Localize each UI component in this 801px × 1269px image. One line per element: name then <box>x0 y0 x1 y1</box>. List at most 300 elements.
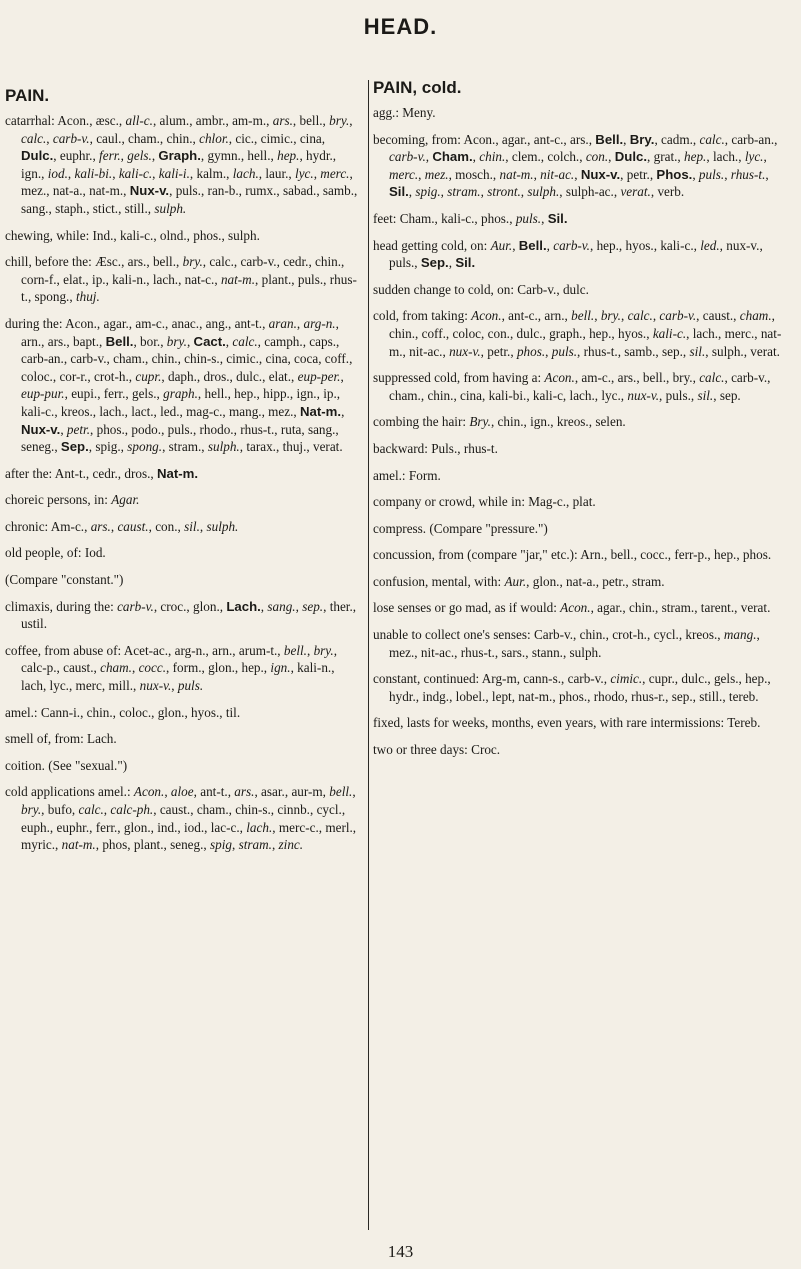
right-column-heading: PAIN, cold. <box>373 78 462 97</box>
remedy-italic: cupr. <box>135 368 162 384</box>
remedy-italic: stram. <box>447 184 481 200</box>
entry-text: , <box>546 237 554 253</box>
entry-text: climaxis, during the: <box>5 598 118 614</box>
rubric-entry <box>5 783 360 853</box>
remedy-italic: eup-per. <box>297 368 341 384</box>
entry-text: , <box>541 210 548 226</box>
entry-text: , <box>408 184 416 200</box>
entry-text: , cic., cimic., cina, <box>228 130 326 146</box>
remedy-italic: calc. <box>699 370 725 386</box>
entry-text: , hep., hyos., kali-c., <box>589 237 701 253</box>
remedy-italic: puls. <box>551 343 578 359</box>
entry-text: , <box>67 165 75 181</box>
rubric-entry <box>373 467 783 485</box>
entry-text: , <box>171 678 178 694</box>
remedy-bold: Graph. <box>158 148 201 164</box>
entry-text: , <box>608 149 615 165</box>
entry-text: , lach., merc., nat-m., nit-ac., <box>389 325 782 359</box>
remedy-italic: bry. <box>329 113 350 128</box>
rubric-entry <box>5 491 360 509</box>
remedy-italic: merc. <box>389 166 419 182</box>
remedy-italic: bell. <box>329 784 353 800</box>
entry-text: constant, continued: Arg-m, cann-s., carb-v., <box>373 671 611 687</box>
entry-text: , arn., ars., bapt., <box>21 315 339 349</box>
remedy-bold: Dulc. <box>614 149 648 165</box>
remedy-italic: eup-pur. <box>21 386 65 402</box>
remedy-italic: kali-c. <box>118 165 153 181</box>
rubric-entry <box>373 714 783 732</box>
entry-text: , <box>620 308 628 324</box>
remedy-italic: bell. <box>283 642 307 658</box>
remedy-italic: chin. <box>479 149 506 165</box>
entry-text: , gymn., hell., <box>200 148 278 164</box>
entry-text: , euphr., <box>53 148 100 164</box>
entry-text: , puls., <box>659 387 698 403</box>
entry-text: cold, from taking: <box>373 308 472 324</box>
entry-text: , bell., <box>292 113 330 128</box>
entry-text: , con., <box>148 518 185 534</box>
entry-text: , <box>418 166 425 182</box>
remedy-italic: ars. <box>90 518 111 534</box>
remedy-italic: stront. <box>487 184 521 200</box>
entry-text: cold applications amel.: <box>5 784 134 800</box>
rubric-entry <box>5 544 360 562</box>
entry-text: head getting cold, on: <box>373 237 491 253</box>
entry-text: , ther., ustil. <box>21 598 357 632</box>
entry-text: , <box>341 403 345 419</box>
entry-text: chewing, while: Ind., kali-c., olnd., phos., sulph. <box>5 227 260 243</box>
entry-text: , <box>340 368 344 384</box>
entry-text: , mez., nit-ac., rhus-t., sars., stann., sulph. <box>389 627 760 660</box>
remedy-italic: nat-m. <box>220 271 256 287</box>
remedy-italic: Agar. <box>111 492 140 508</box>
entry-text: , caul., cham., chin., <box>89 130 200 146</box>
entry-text: , asar., aur-m, <box>254 784 330 800</box>
entry-text: , kalm., <box>189 165 233 181</box>
entry-text: , <box>271 837 279 853</box>
remedy-italic: Bry. <box>469 414 491 430</box>
entry-text: , form., glon., hep., <box>166 660 271 676</box>
left-column <box>5 112 360 863</box>
entry-text: , <box>352 784 356 800</box>
remedy-italic: ign. <box>270 660 291 676</box>
remedy-italic: arg-n. <box>303 315 336 331</box>
rubric-entry <box>373 741 783 759</box>
entry-text: , cadm., <box>654 131 700 147</box>
rubric-entry <box>373 520 783 538</box>
remedy-italic: spig. <box>415 184 441 200</box>
remedy-italic: carb-v. <box>117 598 154 614</box>
entry-text: , <box>103 802 111 817</box>
remedy-italic: sulph. <box>206 518 239 534</box>
remedy-bold: Bell. <box>518 237 547 253</box>
entry-text: , sulph-ac., <box>559 184 621 200</box>
remedy-italic: sang. <box>267 598 296 614</box>
rubric-entry <box>5 730 360 748</box>
entry-text: amel.: Cann-i., chin., coloc., glon., hyos., til. <box>5 704 241 720</box>
rubric-entry <box>373 670 783 705</box>
remedy-italic: nux-v. <box>627 387 659 403</box>
left-column-heading: PAIN. <box>5 86 50 105</box>
entry-text: after the: Ant-t., cedr., dros., <box>5 465 157 481</box>
entry-text: , merc-c., merl., myric., <box>21 819 357 853</box>
entry-text: lose senses or go mad, as if would: <box>373 600 561 616</box>
rubric-entry <box>373 369 783 404</box>
rubric-entry <box>373 307 783 360</box>
remedy-italic: petr. <box>66 421 90 437</box>
remedy-italic: iod. <box>47 165 68 181</box>
entry-text: , <box>763 149 767 165</box>
remedy-italic: all-c. <box>125 113 153 128</box>
remedy-italic: mez. <box>424 166 449 182</box>
entry-text: , cupr., dulc., gels., hep., hydr., indg., lobel., lept, nat-m., phos., rhodo, rhus-r., sep., still., tereb. <box>389 671 771 704</box>
entry-text: , ant-t., <box>193 784 235 800</box>
rubric-entry <box>373 237 783 272</box>
remedy-italic: cham. <box>100 660 132 676</box>
entry-text: suppressed cold, from having a: <box>373 370 545 386</box>
remedy-bold: Phos. <box>656 166 693 182</box>
remedy-italic: zinc. <box>278 837 304 853</box>
entry-text: confusion, mental, with: <box>373 573 505 589</box>
remedy-bold: Dulc. <box>21 148 54 164</box>
entry-text: , verb. <box>650 184 685 200</box>
rubric-entry <box>5 571 360 589</box>
rubric-entry <box>5 227 360 245</box>
remedy-italic: Acon. <box>560 600 591 616</box>
right-column <box>373 104 783 768</box>
entry-text: , agar., chin., stram., tarent., verat. <box>590 600 771 616</box>
entry-text: , <box>480 184 488 200</box>
rubric-entry <box>5 315 360 456</box>
entry-text: , <box>306 642 314 658</box>
remedy-bold: Sep. <box>60 439 89 455</box>
remedy-italic: puls. <box>698 166 725 182</box>
entry-text: , caust., cham., chin-s., cinnb., cycl., euph., euphr., ferr., glon., ind., iod., lac-c., <box>21 802 346 835</box>
entry-text: , petr., <box>480 343 517 359</box>
entry-text: , <box>112 165 119 181</box>
entry-text: , sep. <box>713 387 741 403</box>
entry-text: , bor., <box>133 333 167 349</box>
entry-text: , <box>295 598 303 614</box>
remedy-italic: cham. <box>739 308 772 324</box>
entry-text: , spig., <box>88 439 128 455</box>
rubric-entry <box>5 598 360 633</box>
entry-text: agg.: Meny. <box>373 105 436 120</box>
entry-text: coition. (See "sexual.") <box>5 757 128 773</box>
remedy-bold: Sil. <box>389 184 409 200</box>
remedy-italic: chlor. <box>199 130 229 146</box>
remedy-italic: ars. <box>234 784 255 800</box>
entry-text: chronic: Am-c., <box>5 518 91 534</box>
remedy-bold: Bell. <box>105 333 134 349</box>
entry-text: , <box>652 308 660 324</box>
remedy-bold: Nux-v. <box>580 166 621 182</box>
rubric-entry <box>5 642 360 695</box>
entry-text: , grat., <box>647 149 685 165</box>
remedy-italic: calc-ph. <box>110 802 154 817</box>
remedy-italic: sil. <box>689 343 706 359</box>
entry-text: , <box>186 333 194 349</box>
remedy-bold: Nat-m. <box>156 465 199 481</box>
remedy-italic: sil. <box>184 518 200 534</box>
remedy-italic: Acon. <box>471 308 502 324</box>
remedy-italic: stram. <box>238 837 272 853</box>
entry-text: , nux-v., puls., <box>389 237 763 271</box>
entry-text: , <box>60 421 67 437</box>
entry-text: , <box>520 184 528 200</box>
remedy-bold: Bry. <box>629 131 655 147</box>
rubric-entry <box>5 704 360 722</box>
remedy-italic: bry. <box>600 308 621 324</box>
rubric-entry <box>373 281 783 299</box>
remedy-italic: led. <box>700 237 720 253</box>
remedy-italic: puls. <box>177 678 204 694</box>
entry-text: smell of, from: Lach. <box>5 731 117 747</box>
entry-text: , camph., caps., carb-an., carb-v., cham., chin., chin-s., cimic., cina, coca, coff., coloc., cor-r., crot-h., <box>21 333 353 384</box>
page-number: 143 <box>387 1242 414 1261</box>
remedy-italic: hep. <box>277 148 300 164</box>
entry-text: , petr., <box>620 166 657 182</box>
entry-text: , <box>199 518 207 534</box>
remedy-italic: sulph. <box>154 200 187 216</box>
entry-text: , <box>574 166 581 182</box>
remedy-italic: kali-i. <box>158 165 190 181</box>
rubric-entry <box>373 573 783 591</box>
entry-text: , laur., <box>258 165 296 181</box>
remedy-italic: nat-m. <box>61 837 96 853</box>
remedy-italic: mang. <box>723 627 757 643</box>
entry-text: , <box>440 184 448 200</box>
entry-text: becoming, from: Acon., agar., ant-c., ars., <box>373 131 596 147</box>
entry-text: , caust., <box>696 308 740 324</box>
entry-text: unable to collect one's senses: Carb-v., chin., crot-h., cycl., kreos., <box>373 627 724 643</box>
entry-text: , rhus-t., samb., sep., <box>577 343 690 359</box>
entry-text: , <box>765 166 769 182</box>
entry-text: amel.: Form. <box>373 467 441 483</box>
remedy-italic: Aur. <box>504 573 527 589</box>
remedy-italic: calc. <box>21 130 47 146</box>
remedy-italic: carb-v. <box>553 237 590 253</box>
remedy-italic: lach. <box>246 819 273 835</box>
entry-text: catarrhal: Acon., æsc., <box>5 113 126 128</box>
entry-text: , mosch., <box>448 166 500 182</box>
remedy-italic: Acon. <box>133 784 165 800</box>
rubric-entry <box>373 104 783 122</box>
entry-text: combing the hair: <box>373 414 470 430</box>
entry-text: , <box>296 315 304 331</box>
entry-text: , carb-an., <box>724 131 778 147</box>
entry-text: choreic persons, in: <box>5 492 112 508</box>
remedy-italic: thuj. <box>75 289 100 305</box>
rubric-entry <box>373 131 783 201</box>
remedy-italic: lach. <box>232 165 259 181</box>
remedy-italic: sep. <box>302 598 324 614</box>
entry-text: , lach., <box>706 149 745 165</box>
remedy-bold: Nux-v. <box>129 183 170 199</box>
entry-text: , <box>594 308 601 324</box>
entry-text: during the: Acon., agar., am-c., anac., ang., ant-t., <box>5 315 269 331</box>
entry-text: , <box>349 113 353 128</box>
entry-text: chill, before the: Æsc., ars., bell., <box>5 254 183 270</box>
remedy-italic: ars. <box>272 113 293 128</box>
remedy-italic: cocc. <box>138 660 167 676</box>
rubric-entry <box>373 413 783 431</box>
entry-text: , hydr., ign., <box>21 148 337 181</box>
remedy-italic: calc. <box>78 802 104 817</box>
remedy-italic: ferr. <box>99 148 121 164</box>
entry-text: , calc-p., caust., <box>21 642 338 676</box>
remedy-italic: calc. <box>627 308 653 324</box>
column-divider <box>368 80 369 1230</box>
remedy-italic: gels. <box>127 148 152 164</box>
remedy-italic: carb-v. <box>389 149 426 165</box>
remedy-italic: kali-c. <box>652 325 687 341</box>
entry-text: , <box>545 343 552 359</box>
rubric-entry <box>373 493 783 511</box>
remedy-italic: con. <box>585 149 609 165</box>
entry-text: , stram., <box>162 439 208 455</box>
entry-text: feet: Cham., kali-c., phos., <box>373 210 516 226</box>
entry-text: , <box>533 166 541 182</box>
remedy-italic: spig <box>210 837 232 853</box>
remedy-italic: kali-bi. <box>74 165 113 181</box>
remedy-bold: Sil. <box>455 255 476 271</box>
remedy-italic: caust. <box>117 518 149 534</box>
remedy-italic: graph. <box>163 386 198 402</box>
rubric-entry <box>373 546 783 564</box>
entry-text: company or crowd, while in: Mag-c., plat. <box>373 494 596 510</box>
remedy-bold: Cham. <box>432 149 473 165</box>
remedy-italic: bry. <box>313 642 334 658</box>
entry-text: sudden change to cold, on: Carb-v., dulc. <box>373 281 589 297</box>
rubric-entry <box>5 465 360 483</box>
entry-text: , carb-v., cham., chin., cina, kali-bi., kali-c, lach., lyc., <box>389 370 771 403</box>
rubric-entry <box>373 440 783 458</box>
remedy-bold: Lach. <box>226 598 261 614</box>
remedy-italic: Aur. <box>490 237 513 253</box>
entry-text: old people, of: Iod. <box>5 545 106 561</box>
rubric-entry <box>373 626 783 661</box>
entry-text: , daph., dros., dulc., elat., <box>161 368 298 384</box>
remedy-italic: rhus-t. <box>730 166 766 182</box>
entry-text: backward: Puls., rhus-t. <box>373 440 498 456</box>
remedy-bold: Nat-m. <box>300 403 342 419</box>
entry-text: , alum., ambr., am-m., <box>152 113 273 128</box>
remedy-italic: sil. <box>697 387 714 403</box>
remedy-italic: spong. <box>127 439 163 455</box>
entry-text: two or three days: Croc. <box>373 742 501 758</box>
entry-text: , <box>120 148 128 164</box>
rubric-entry <box>5 757 360 775</box>
entry-text: , plant., puls., rhus-t., spong., <box>21 271 357 305</box>
entry-text: , phos., podo., puls., rhodo., rhus-t., ruta, sang., seneg., <box>21 421 339 455</box>
entry-text: , <box>448 255 456 271</box>
entry-text: , <box>225 333 233 349</box>
remedy-italic: nux-v. <box>449 343 481 359</box>
page-title: HEAD. <box>363 14 438 39</box>
entry-text: , hell., hep., hipp., ign., ip., kali-c., kreos., lach., lact., led., mag-c., mang., mez., <box>21 386 341 419</box>
remedy-italic: aloe <box>170 784 194 800</box>
remedy-italic: Acon. <box>544 370 575 386</box>
rubric-entry <box>5 253 360 306</box>
entry-text: , <box>46 130 53 146</box>
remedy-italic: verat. <box>620 184 651 200</box>
entry-text: , <box>131 660 139 676</box>
remedy-italic: bry. <box>182 254 203 270</box>
rubric-entry <box>373 599 783 617</box>
remedy-italic: calc. <box>232 333 258 349</box>
entry-text: , clem., colch., <box>505 149 586 165</box>
remedy-italic: puls. <box>515 210 542 226</box>
entry-text: , bufo, <box>41 802 79 817</box>
entry-text: , chin., ign., kreos., selen. <box>490 414 626 430</box>
entry-text: , <box>152 165 159 181</box>
entry-text: , am-c., ars., bell., bry., <box>574 370 700 386</box>
entry-text: coffee, from abuse of: Acet-ac., arg-n., arn., arum-t., <box>5 642 284 658</box>
entry-text: , sulph., verat. <box>705 343 780 359</box>
entry-text: concussion, from (compare "jar," etc.): Arn., bell., cocc., ferr-p., hep., phos. <box>373 547 772 563</box>
remedy-italic: hep. <box>684 149 707 165</box>
remedy-italic: lyc. <box>295 165 314 181</box>
remedy-bold: Bell. <box>595 131 624 147</box>
remedy-italic: bry. <box>166 333 187 349</box>
entry-text: (Compare "constant.") <box>5 572 124 588</box>
remedy-italic: calc. <box>699 131 725 147</box>
entry-text: fixed, lasts for weeks, months, even years, with rare intermissions: Tereb. <box>373 715 761 731</box>
entry-text: compress. (Compare "pressure.") <box>373 520 548 536</box>
rubric-entry <box>373 210 783 228</box>
entry-text: , <box>151 148 159 164</box>
entry-text: , <box>472 149 480 165</box>
entry-text: , <box>164 784 171 800</box>
entry-text: , kali-n., lach, lyc., merc, mill., <box>21 660 335 694</box>
entry-text: , croc., glon., <box>153 598 227 614</box>
entry-text: , <box>692 166 699 182</box>
remedy-italic: sulph. <box>207 439 240 455</box>
entry-text: , puls., ran-b., rumx., sabad., samb., sang., staph., stict., still., <box>21 183 358 216</box>
entry-text: , phos, plant., seneg., <box>95 837 211 853</box>
remedy-bold: Cact. <box>193 333 226 349</box>
remedy-italic: carb-v. <box>52 130 90 146</box>
remedy-bold: Sep. <box>420 255 449 271</box>
remedy-italic: nux-v. <box>139 678 172 694</box>
remedy-italic: sulph. <box>527 184 560 200</box>
rubric-entry <box>5 112 360 218</box>
remedy-italic: phos. <box>516 343 546 359</box>
entry-text: , <box>425 149 433 165</box>
entry-text: , calc., carb-v., cedr., chin., corn-f., elat., ip., kali-n., lach., nat-c., <box>21 254 345 287</box>
remedy-italic: nit-ac. <box>540 166 575 182</box>
remedy-bold: Nux-v. <box>21 421 61 437</box>
entry-text: , chin., coff., coloc, con., dulc., graph., hep., hyos., <box>389 308 775 341</box>
remedy-italic: bell. <box>571 308 595 324</box>
entry-text: , <box>724 166 731 182</box>
rubric-entry <box>5 518 360 536</box>
entry-text: , <box>512 237 519 253</box>
remedy-italic: nat-m. <box>499 166 534 182</box>
entry-text: , glon., nat-a., petr., stram. <box>526 573 665 589</box>
entry-text: , <box>623 131 630 147</box>
entry-text: , eupi., ferr., gels., <box>64 386 164 402</box>
remedy-italic: bry. <box>21 802 42 817</box>
entry-text: , <box>313 165 321 181</box>
remedy-bold: Sil. <box>547 210 568 226</box>
remedy-italic: cimic. <box>610 671 643 687</box>
remedy-italic: aran. <box>268 315 297 331</box>
entry-text: , tarax., thuj., verat. <box>239 439 343 455</box>
entry-text: , mez., nat-a., nat-m., <box>21 165 353 199</box>
entry-text: , <box>260 598 268 614</box>
